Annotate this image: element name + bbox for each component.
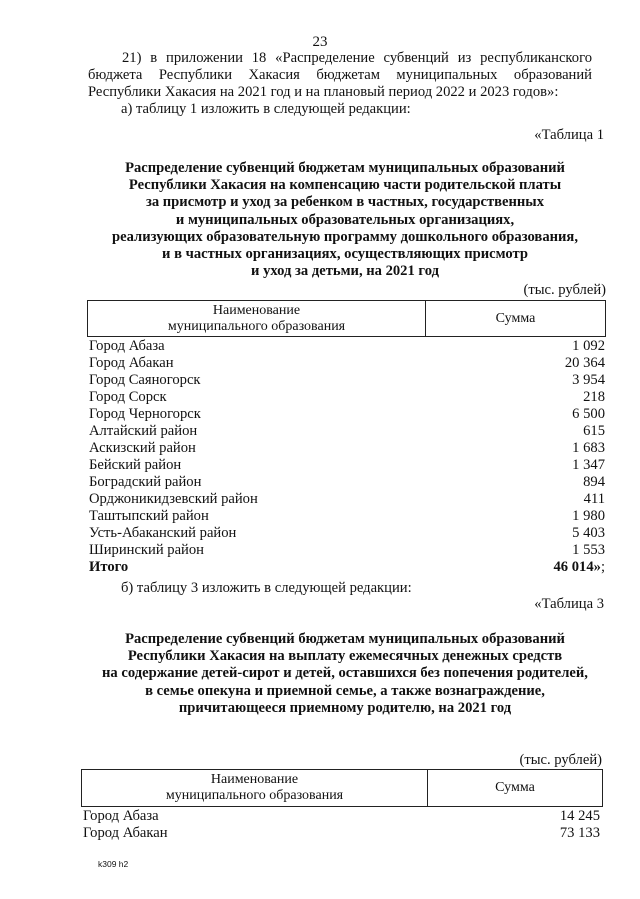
table-row xyxy=(89,338,605,355)
table1-header-name-line1: Наименование xyxy=(212,302,301,318)
table1-label: «Таблица 1 xyxy=(534,127,604,143)
table1-title-line: за присмотр и уход за ребенком в частных, государственных xyxy=(145,194,545,211)
table3-header-name xyxy=(82,770,428,806)
row-name: Ширинский район xyxy=(89,542,204,558)
row-value: 73 133 xyxy=(559,825,600,841)
table-row xyxy=(89,355,605,372)
table-row xyxy=(89,406,605,423)
table3-header-name-line1: Наименование xyxy=(210,772,299,787)
row-value: 1 553 xyxy=(572,542,605,558)
row-value: 411 xyxy=(583,491,605,507)
table3-title-line: на содержание детей-сирот и детей, оставшихся без попечения родителей, xyxy=(102,665,588,682)
section-b-item: б) таблицу 3 изложить в следующей редакции: xyxy=(121,580,412,596)
table-row xyxy=(89,491,605,508)
table1-title-line: Распределение субвенций бюджетам муниципальных образований xyxy=(125,160,565,176)
row-value: 3 954 xyxy=(572,372,605,388)
table1-header-name xyxy=(88,301,426,336)
row-value: 218 xyxy=(583,389,605,405)
table3-title-line: причитающееся приемному родителю, на 2021 год xyxy=(178,699,512,716)
table1-title-line: реализующих образовательную программу дошкольного образования, xyxy=(112,228,578,245)
table1-title-line: и муниципальных образовательных организациях, xyxy=(175,211,515,228)
row-value: 20 364 xyxy=(564,355,605,371)
table1-title xyxy=(80,160,610,280)
total-semicolon: ; xyxy=(600,559,605,575)
table-row xyxy=(89,389,605,406)
row-value: 615 xyxy=(583,423,605,439)
table3-header xyxy=(81,769,603,807)
table-row xyxy=(89,457,605,474)
row-name: Боградский район xyxy=(89,474,202,490)
row-name: Таштыпский район xyxy=(89,508,209,524)
table-row xyxy=(83,825,600,842)
row-value: 5 403 xyxy=(572,525,605,541)
table1-title-line: и в частных организациях, осуществляющих присмотр xyxy=(162,246,528,263)
row-name: Усть-Абаканский район xyxy=(89,525,237,541)
table1-header-name-line2: муниципального образования xyxy=(167,318,346,334)
table1-body xyxy=(89,338,605,576)
row-name: Город Черногорск xyxy=(89,406,201,422)
intro-item-21: 21) в приложении 18 «Распределение субвенций из республиканского бюджета Республики Хакасия бюджетам муниципальных образований Республики Хакасия на 2021 год и на плановый период 2022 и 2023 годов»: xyxy=(88,50,592,100)
table3-title xyxy=(80,631,610,717)
table3-title-line: Распределение субвенций бюджетам муниципальных образований xyxy=(125,631,565,647)
row-name: Алтайский район xyxy=(89,423,198,439)
row-name: Город Абаза xyxy=(83,808,159,824)
row-value: 1 683 xyxy=(572,440,605,456)
row-value: 1 347 xyxy=(572,457,605,473)
row-name: Город Абакан xyxy=(89,355,174,371)
total-value-wrap xyxy=(554,559,606,576)
row-name: Город Абакан xyxy=(83,825,168,841)
row-name: Аскизский район xyxy=(89,440,196,456)
row-value: 1 980 xyxy=(572,508,605,524)
table1-title-line: Республики Хакасия на компенсацию части родительской платы xyxy=(128,177,562,194)
intro-item-a: а) таблицу 1 изложить в следующей редакции: xyxy=(121,101,411,117)
row-name: Город Абаза xyxy=(89,338,165,354)
page-number: 23 xyxy=(312,34,328,50)
row-name: Город Сорск xyxy=(89,389,167,405)
table-row xyxy=(89,440,605,457)
table3-header-name-line2: муниципального образования xyxy=(165,788,344,803)
row-value: 14 245 xyxy=(559,808,600,824)
table3-body xyxy=(83,808,600,842)
row-value: 894 xyxy=(583,474,605,490)
table3-label: «Таблица 3 xyxy=(534,596,604,612)
table1-units: (тыс. рублей) xyxy=(523,282,606,298)
table-row xyxy=(89,542,605,559)
total-value: 46 014» xyxy=(553,559,601,575)
row-name: Орджоникидзевский район xyxy=(89,491,258,507)
row-name: Бейский район xyxy=(89,457,182,473)
footer-code: k309 h2 xyxy=(98,859,129,869)
total-label: Итого xyxy=(89,559,129,575)
table1-header xyxy=(87,300,606,337)
row-value: 6 500 xyxy=(572,406,605,422)
table1-header-sum: Сумма xyxy=(495,310,536,326)
table-row xyxy=(83,808,600,825)
table3-title-line: Республики Хакасия на выплату ежемесячных денежных средств xyxy=(127,648,563,665)
table3-header-sum: Сумма xyxy=(495,780,535,795)
table-row xyxy=(89,474,605,491)
row-name: Город Саяногорск xyxy=(89,372,201,388)
table-row xyxy=(89,372,605,389)
table-row xyxy=(89,508,605,525)
table3-units: (тыс. рублей) xyxy=(519,752,602,768)
table1-title-line: и уход за детьми, на 2021 год xyxy=(251,263,439,280)
table-row xyxy=(89,525,605,542)
table-row xyxy=(89,423,605,440)
row-value: 1 092 xyxy=(572,338,605,354)
table3-title-line: в семье опекуна и приемной семье, а также вознаграждение, xyxy=(145,682,545,699)
table-total-row xyxy=(89,559,605,576)
